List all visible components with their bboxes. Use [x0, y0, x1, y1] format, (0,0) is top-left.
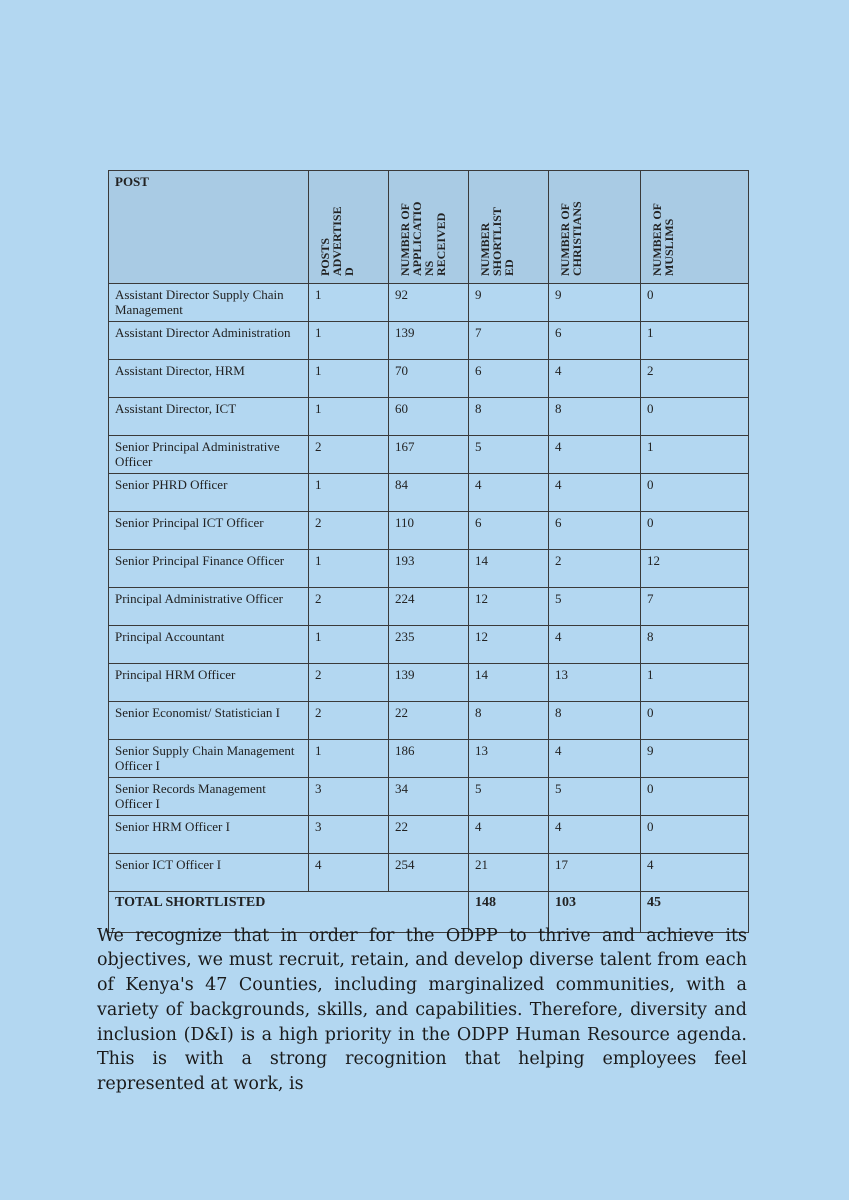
cell-post: Senior Principal Finance Officer — [109, 550, 309, 588]
cell-christians: 4 — [549, 740, 641, 778]
table-row — [109, 664, 749, 702]
table-row — [109, 816, 749, 854]
cell-muslims: 0 — [641, 702, 749, 740]
cell-muslims: 1 — [641, 664, 749, 702]
cell-applications: 224 — [389, 588, 469, 626]
cell-advertised: 2 — [309, 664, 389, 702]
cell-applications: 84 — [389, 474, 469, 512]
body-paragraph: We recognize that in order for the ODPP to thrive and achieve its objectives, we must recruit, retain, and develop diverse talent from each of Kenya's 47 Counties, including marginalized communities, with a variety of backgrounds, skills, and capabilities. Therefore, diversity and inclusion (D&I) is a high priority in the ODPP Human Resource agenda. This is with a strong recognition that helping employees feel represented at work, is — [97, 925, 747, 1095]
table-row — [109, 360, 749, 398]
header-shortlisted: NUMBER SHORTLIST ED — [478, 207, 516, 276]
total-christians: 103 — [549, 892, 641, 933]
table-row — [109, 512, 749, 550]
cell-muslims: 0 — [641, 778, 749, 816]
cell-applications: 186 — [389, 740, 469, 778]
cell-advertised: 1 — [309, 360, 389, 398]
cell-muslims: 0 — [641, 474, 749, 512]
cell-muslims: 2 — [641, 360, 749, 398]
cell-christians: 4 — [549, 474, 641, 512]
cell-shortlisted: 14 — [469, 550, 549, 588]
table-row — [109, 436, 749, 474]
cell-applications: 92 — [389, 284, 469, 322]
cell-shortlisted: 8 — [469, 398, 549, 436]
cell-post: Senior Records Management Officer I — [109, 778, 309, 816]
cell-post: Assistant Director, HRM — [109, 360, 309, 398]
cell-advertised: 2 — [309, 436, 389, 474]
table-row — [109, 588, 749, 626]
cell-post: Principal Administrative Officer — [109, 588, 309, 626]
cell-applications: 139 — [389, 322, 469, 360]
cell-applications: 22 — [389, 816, 469, 854]
cell-advertised: 2 — [309, 702, 389, 740]
cell-muslims: 1 — [641, 436, 749, 474]
cell-post: Senior Principal Administrative Officer — [109, 436, 309, 474]
cell-muslims: 4 — [641, 854, 749, 892]
recruitment-table-container — [108, 170, 748, 933]
cell-muslims: 7 — [641, 588, 749, 626]
cell-advertised: 2 — [309, 512, 389, 550]
cell-christians: 13 — [549, 664, 641, 702]
cell-muslims: 9 — [641, 740, 749, 778]
cell-advertised: 1 — [309, 322, 389, 360]
cell-advertised: 3 — [309, 816, 389, 854]
cell-christians: 5 — [549, 778, 641, 816]
cell-muslims: 0 — [641, 512, 749, 550]
cell-advertised: 1 — [309, 550, 389, 588]
cell-advertised: 4 — [309, 854, 389, 892]
cell-post: Senior PHRD Officer — [109, 474, 309, 512]
cell-applications: 167 — [389, 436, 469, 474]
total-muslims: 45 — [641, 892, 749, 933]
cell-christians: 9 — [549, 284, 641, 322]
cell-applications: 70 — [389, 360, 469, 398]
cell-shortlisted: 6 — [469, 512, 549, 550]
table-row — [109, 474, 749, 512]
cell-post: Senior HRM Officer I — [109, 816, 309, 854]
header-muslims: NUMBER OF MUSLIMS — [650, 203, 676, 276]
cell-christians: 17 — [549, 854, 641, 892]
header-post: POST — [109, 171, 309, 284]
cell-applications: 235 — [389, 626, 469, 664]
cell-christians: 8 — [549, 398, 641, 436]
table-header-row — [109, 171, 749, 284]
cell-christians: 2 — [549, 550, 641, 588]
cell-post: Senior ICT Officer I — [109, 854, 309, 892]
cell-applications: 110 — [389, 512, 469, 550]
cell-shortlisted: 5 — [469, 436, 549, 474]
cell-shortlisted: 6 — [469, 360, 549, 398]
cell-applications: 193 — [389, 550, 469, 588]
cell-muslims: 0 — [641, 398, 749, 436]
cell-post: Senior Principal ICT Officer — [109, 512, 309, 550]
cell-muslims: 12 — [641, 550, 749, 588]
cell-shortlisted: 8 — [469, 702, 549, 740]
cell-muslims: 0 — [641, 816, 749, 854]
cell-advertised: 1 — [309, 474, 389, 512]
table-row — [109, 626, 749, 664]
cell-applications: 254 — [389, 854, 469, 892]
table-row — [109, 398, 749, 436]
table-row — [109, 740, 749, 778]
cell-shortlisted: 14 — [469, 664, 549, 702]
cell-christians: 5 — [549, 588, 641, 626]
cell-christians: 4 — [549, 436, 641, 474]
table-body — [109, 284, 749, 933]
cell-applications: 60 — [389, 398, 469, 436]
header-posts-advertised: POSTS ADVERTISE D — [318, 206, 356, 276]
cell-advertised: 2 — [309, 588, 389, 626]
cell-shortlisted: 4 — [469, 474, 549, 512]
cell-christians: 4 — [549, 360, 641, 398]
cell-applications: 22 — [389, 702, 469, 740]
cell-shortlisted: 12 — [469, 588, 549, 626]
cell-applications: 139 — [389, 664, 469, 702]
total-shortlisted: 148 — [469, 892, 549, 933]
header-christians: NUMBER OF CHRISTIANS — [558, 201, 584, 276]
cell-post: Senior Economist/ Statistician I — [109, 702, 309, 740]
table-row — [109, 702, 749, 740]
shortlisting-table — [108, 170, 749, 933]
cell-muslims: 8 — [641, 626, 749, 664]
table-row — [109, 854, 749, 892]
cell-post: Senior Supply Chain Management Officer I — [109, 740, 309, 778]
cell-shortlisted: 4 — [469, 816, 549, 854]
cell-advertised: 1 — [309, 398, 389, 436]
cell-post: Assistant Director, ICT — [109, 398, 309, 436]
cell-christians: 8 — [549, 702, 641, 740]
cell-advertised: 1 — [309, 626, 389, 664]
cell-christians: 4 — [549, 626, 641, 664]
cell-advertised: 1 — [309, 284, 389, 322]
cell-shortlisted: 13 — [469, 740, 549, 778]
total-label: TOTAL SHORTLISTED — [109, 892, 469, 933]
table-row — [109, 550, 749, 588]
cell-applications: 34 — [389, 778, 469, 816]
cell-post: Assistant Director Supply Chain Management — [109, 284, 309, 322]
cell-christians: 6 — [549, 322, 641, 360]
cell-shortlisted: 21 — [469, 854, 549, 892]
cell-shortlisted: 12 — [469, 626, 549, 664]
cell-christians: 6 — [549, 512, 641, 550]
cell-advertised: 1 — [309, 740, 389, 778]
cell-shortlisted: 9 — [469, 284, 549, 322]
table-row — [109, 322, 749, 360]
table-row — [109, 284, 749, 322]
cell-muslims: 1 — [641, 322, 749, 360]
cell-advertised: 3 — [309, 778, 389, 816]
cell-post: Principal HRM Officer — [109, 664, 309, 702]
cell-post: Assistant Director Administration — [109, 322, 309, 360]
cell-post: Principal Accountant — [109, 626, 309, 664]
cell-christians: 4 — [549, 816, 641, 854]
cell-shortlisted: 5 — [469, 778, 549, 816]
header-applications: NUMBER OF APPLICATIO NS RECEIVED — [398, 201, 448, 276]
cell-muslims: 0 — [641, 284, 749, 322]
cell-shortlisted: 7 — [469, 322, 549, 360]
table-row — [109, 778, 749, 816]
